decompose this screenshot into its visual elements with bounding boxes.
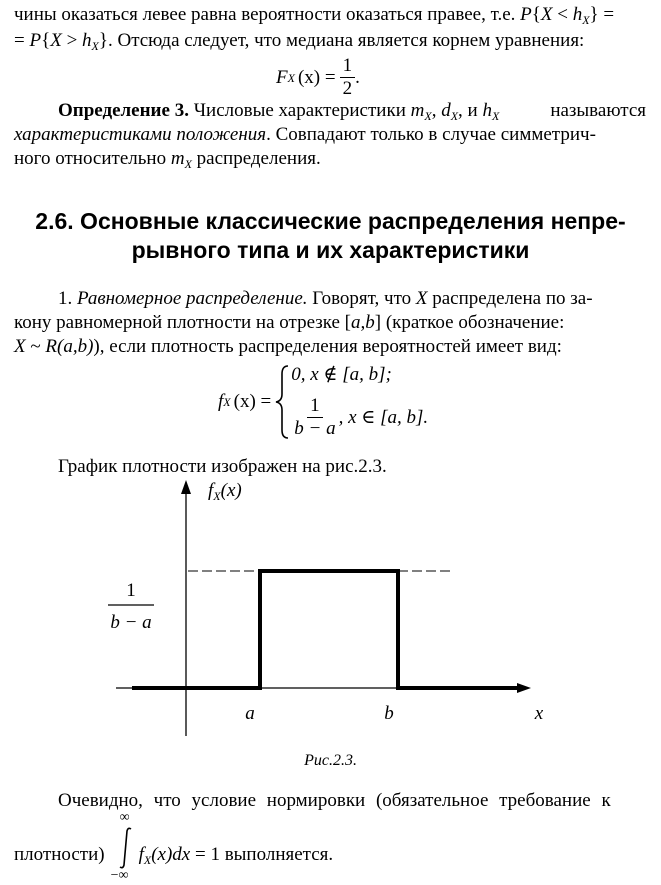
- text: ), если плотность распределения вероятностей имеет вид:: [93, 336, 562, 357]
- uniform-line3: [14, 336, 562, 358]
- distribution-name: Равномерное распределение.: [77, 288, 308, 309]
- var-d: d: [441, 100, 451, 121]
- sub-x: X: [424, 109, 432, 123]
- def3-line2: [14, 124, 596, 146]
- text: ] (краткое обозначение:: [374, 312, 565, 333]
- fraction-half: [340, 55, 356, 100]
- graph-intro: График плотности изображен на рис.2.3.: [58, 456, 387, 477]
- denominator: b − a: [294, 418, 336, 439]
- section-heading-line2: рывного типа и их характеристики: [131, 237, 530, 263]
- var-x: X: [50, 30, 62, 51]
- x-tick-a: a: [245, 703, 255, 724]
- italic-term: характеристиками положения: [14, 124, 267, 145]
- text: }. Отсюда следует, что медиана является корнем уравнения:: [98, 30, 585, 51]
- text: кону равномерной плотности на отрезке [: [14, 312, 352, 333]
- density-formula: f X (x) = 0, x ∉ [a, b]; $\frac{1}{b - a}$ , x ∈ [a, b].: [218, 364, 429, 439]
- sub-x: X: [184, 157, 192, 171]
- var-h: h: [82, 30, 92, 51]
- left-brace-icon: [273, 364, 291, 440]
- var-h: h: [482, 100, 492, 121]
- gt: >: [61, 30, 83, 51]
- period: .: [355, 66, 360, 88]
- lower-limit: −∞: [110, 868, 129, 883]
- text: называются: [550, 100, 646, 121]
- func-f: F: [276, 66, 288, 88]
- text: распределения.: [191, 148, 321, 169]
- definition-title: Определение 3.: [58, 100, 189, 121]
- text: ного относительно: [14, 148, 171, 169]
- integral: [110, 810, 139, 883]
- var-h: h: [572, 4, 583, 25]
- text: Говорят, что: [307, 288, 416, 309]
- brace: {: [531, 4, 541, 25]
- args: (a,b): [57, 336, 94, 357]
- para1-line2: [14, 30, 584, 52]
- arg: (x) =: [297, 66, 336, 88]
- y-axis-label: $f_X(x)$: [208, 480, 242, 503]
- text: 1.: [58, 288, 77, 309]
- sub-x: X: [143, 853, 152, 867]
- uniform-line1: [58, 288, 593, 310]
- y-tick-denominator: b − a: [110, 612, 152, 633]
- uniform-line2: [14, 312, 646, 334]
- arg: (x) =: [233, 391, 272, 412]
- sub-x: X: [491, 109, 500, 123]
- y-tick-numerator: 1: [126, 580, 136, 601]
- text: Числовые характеристики: [188, 100, 411, 121]
- text: ,: [431, 100, 442, 121]
- x-tick-b: b: [384, 703, 394, 724]
- var-r: R: [45, 336, 57, 357]
- norm-line1: [58, 790, 646, 812]
- text: =: [14, 30, 30, 51]
- text: Очевидно, что условие нормировки (обязательное требование к: [58, 790, 611, 811]
- denominator: 2: [342, 78, 353, 99]
- integrand-arg: (x)dx: [151, 844, 191, 865]
- case-1: 0, x ∉ [a, b];: [291, 364, 392, 385]
- text: } =: [589, 4, 615, 25]
- var-x: X: [14, 336, 26, 357]
- case-2-text: , x ∈ [a, b].: [338, 407, 429, 428]
- median-equation: F X (x) = $\frac{1}{2}$ .: [276, 55, 360, 99]
- text: , и: [458, 100, 483, 121]
- fraction: [291, 395, 338, 440]
- sub-x: X: [91, 39, 99, 53]
- text: . Совпадают только в случае симметрич-: [266, 124, 596, 145]
- brace: {: [41, 30, 51, 51]
- numerator: 1: [340, 55, 356, 78]
- sub-x: X: [450, 109, 459, 123]
- text: распределена по за-: [427, 288, 593, 309]
- upper-limit: ∞: [119, 810, 130, 825]
- prob-symbol: P: [29, 30, 42, 51]
- numerator: 1: [307, 395, 323, 418]
- integral-sign-icon: [116, 826, 136, 870]
- func-f: f: [138, 844, 144, 865]
- def3-line3: [14, 148, 321, 170]
- density-series-line: [132, 571, 520, 688]
- tilde: ~: [25, 336, 46, 357]
- prob-symbol: P: [520, 4, 532, 25]
- var-m: m: [170, 148, 185, 169]
- norm-formula: [14, 810, 333, 882]
- x-axis-label: x: [534, 703, 544, 724]
- var-m: m: [410, 100, 425, 121]
- def3-line1: [14, 100, 646, 122]
- var-x: X: [415, 288, 428, 309]
- text: плотности): [14, 844, 105, 865]
- para1-line1: [14, 4, 614, 26]
- case-2: [291, 395, 428, 440]
- func-f: f: [218, 391, 224, 412]
- var-x: X: [540, 4, 553, 25]
- text: = 1 выполняется.: [190, 844, 334, 865]
- density-chart: [0, 476, 661, 746]
- interval: a,b: [351, 312, 375, 333]
- text: чины оказаться левее равна вероятности оказаться правее, т.е.: [14, 4, 521, 25]
- figure-caption: Рис.2.3.: [304, 752, 357, 769]
- lt: <: [552, 4, 573, 25]
- sub-x: X: [582, 13, 590, 27]
- y-axis-arrow-icon: [181, 480, 191, 494]
- section-heading-line1: 2.6. Основные классические распределения непре-: [35, 208, 626, 234]
